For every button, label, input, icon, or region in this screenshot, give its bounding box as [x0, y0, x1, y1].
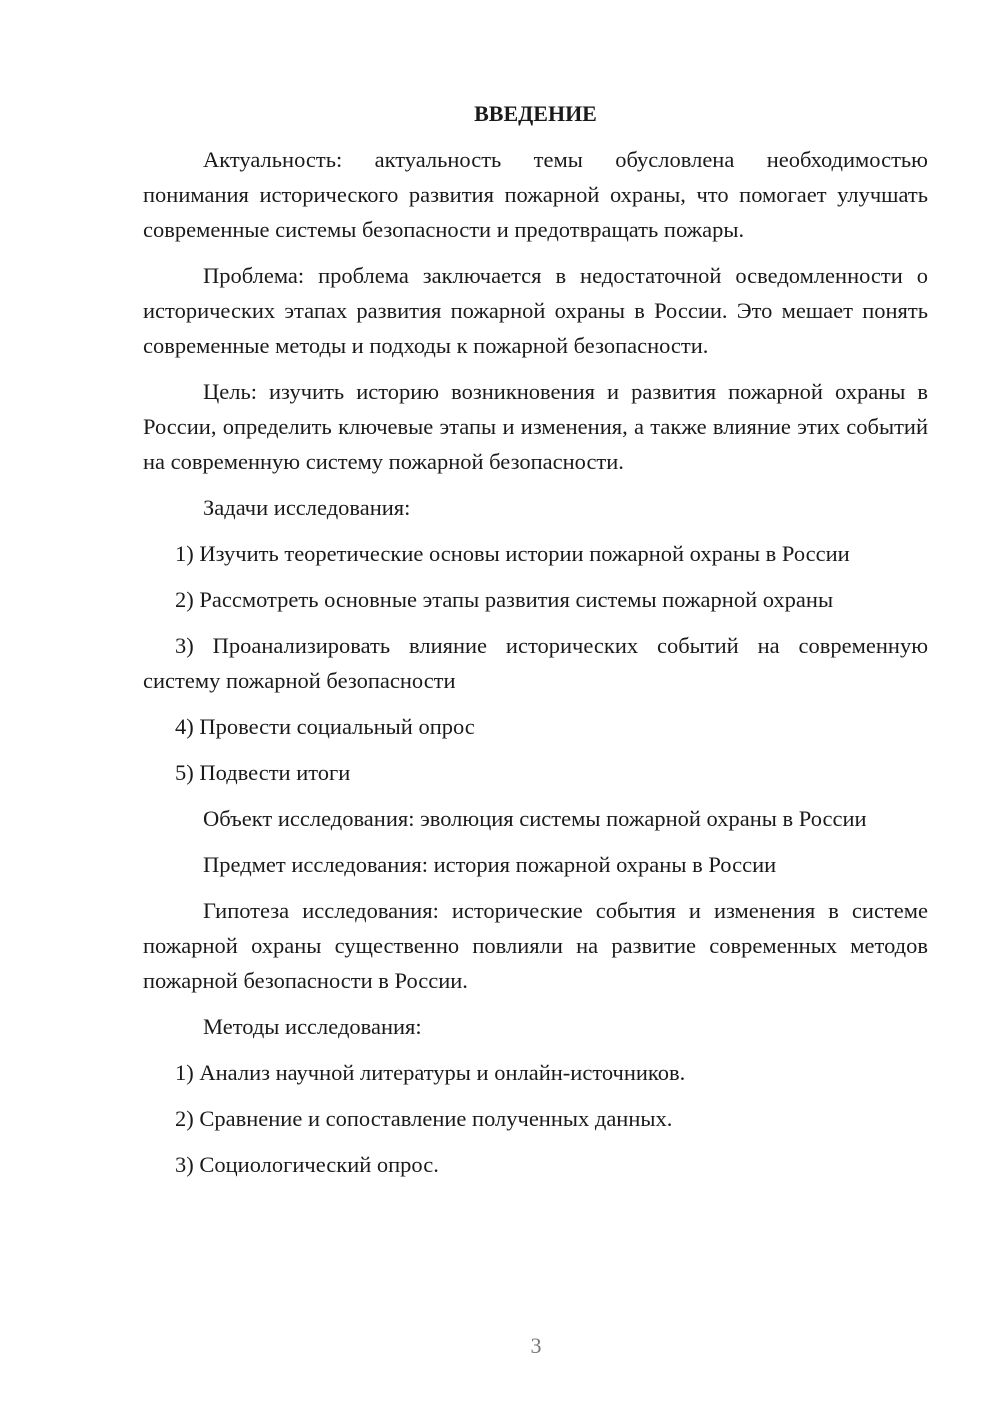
task-item: 3) Проанализировать влияние исторических событий на современную систему пожарной безопасности: [143, 633, 928, 693]
task-item: 4) Провести социальный опрос: [175, 714, 475, 739]
page-title: ВВЕДЕНИЕ: [474, 101, 597, 126]
subject-paragraph: Предмет исследования: история пожарной охраны в России: [203, 852, 777, 877]
tasks-heading: Задачи исследования:: [203, 495, 411, 520]
methods-heading: Методы исследования:: [203, 1014, 422, 1039]
method-item: 2) Сравнение и сопоставление полученных данных.: [175, 1106, 673, 1131]
object-paragraph: Объект исследования: эволюция системы пожарной охраны в России: [203, 806, 867, 831]
method-item: 3) Социологический опрос.: [175, 1152, 439, 1177]
problem-paragraph: Проблема: проблема заключается в недостаточной осведомленности о исторических этапах развития пожарной охраны в России. Это мешает понять современные методы и подходы к пожарной безопасности.: [143, 263, 928, 358]
task-item: 1) Изучить теоретические основы истории пожарной охраны в России: [175, 541, 850, 566]
goal-paragraph: Цель: изучить историю возникновения и развития пожарной охраны в России, определить ключевые этапы и изменения, а также влияние этих событий на современную систему пожарной безопасности.: [143, 379, 928, 474]
method-item: 1) Анализ научной литературы и онлайн-источников.: [175, 1060, 686, 1085]
document-page: [143, 96, 928, 1193]
task-item: 5) Подвести итоги: [175, 760, 351, 785]
page-number: 3: [530, 1333, 542, 1358]
task-item: 2) Рассмотреть основные этапы развития системы пожарной охраны: [175, 587, 834, 612]
relevance-paragraph: Актуальность: актуальность темы обусловлена необходимостью понимания исторического развития пожарной охраны, что помогает улучшать современные системы безопасности и предотвращать пожары.: [143, 147, 928, 242]
hypothesis-paragraph: Гипотеза исследования: исторические события и изменения в системе пожарной охраны существенно повлияли на развитие современных методов пожарной безопасности в России.: [143, 898, 928, 993]
